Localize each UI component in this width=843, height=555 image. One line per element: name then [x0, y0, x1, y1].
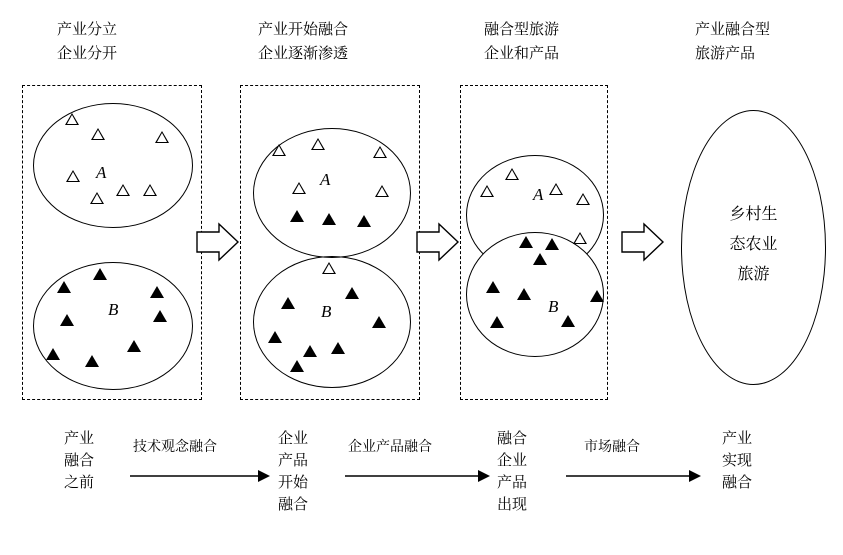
solid-triangle-icon [303, 345, 317, 357]
solid-triangle-icon [46, 348, 60, 360]
flow-arrow-1 [130, 465, 270, 487]
block-arrow-stage3-to-stage4 [620, 222, 665, 262]
block-arrow-stage1-to-stage2 [195, 222, 240, 262]
stage-3-group-b-ellipse [466, 232, 604, 357]
stage-2-group-b-ellipse [253, 256, 411, 388]
solid-triangle-icon [590, 290, 604, 302]
result-line-3: 旅游 [737, 266, 770, 283]
flow-node-3-line-3: 产品 [497, 474, 528, 491]
block-arrow-stage2-to-stage3 [415, 222, 460, 262]
flow-node-3-line-1: 融合 [497, 430, 528, 447]
stage-1-group-a-label: A [96, 163, 107, 182]
solid-triangle-icon [290, 210, 304, 222]
solid-triangle-icon [322, 213, 336, 225]
caption-stage-2 [258, 18, 348, 66]
solid-triangle-icon [281, 297, 295, 309]
open-triangle-icon [322, 262, 336, 274]
solid-triangle-icon [290, 360, 304, 372]
solid-triangle-icon [331, 342, 345, 354]
solid-triangle-icon [517, 288, 531, 300]
solid-triangle-icon [93, 268, 107, 280]
flow-node-3 [497, 428, 527, 516]
caption-stage-4 [695, 18, 770, 66]
flow-node-4 [722, 428, 752, 494]
stage-3-group-a-label: A [533, 185, 544, 204]
result-line-1: 乡村生 [729, 206, 778, 223]
solid-triangle-icon [545, 238, 559, 250]
stage-1-group-b-label: B [108, 300, 119, 319]
stage-1-group-a-ellipse [33, 103, 193, 228]
flow-node-4-line-3: 融合 [722, 474, 753, 491]
flow-arrow-label-2: 企业产品融合 [348, 438, 432, 454]
open-triangle-icon [375, 185, 389, 197]
caption-stage-4-line-2: 旅游产品 [695, 45, 756, 62]
caption-stage-3-line-2: 企业和产品 [484, 45, 560, 62]
open-triangle-icon [155, 131, 169, 143]
open-triangle-icon [66, 170, 80, 182]
open-triangle-icon [292, 182, 306, 194]
caption-stage-1 [57, 18, 117, 66]
open-triangle-icon [505, 168, 519, 180]
flow-node-1-line-3: 之前 [64, 474, 95, 491]
solid-triangle-icon [519, 236, 533, 248]
flow-arrow-3 [566, 465, 701, 487]
open-triangle-icon [311, 138, 325, 150]
flow-node-2-line-2: 产品 [278, 452, 309, 469]
flow-node-2-line-3: 开始 [278, 474, 309, 491]
caption-stage-3-line-1: 融合型旅游 [484, 21, 560, 38]
stage-4-result-text [681, 200, 826, 290]
flow-node-1-line-1: 产业 [64, 430, 95, 447]
solid-triangle-icon [357, 215, 371, 227]
open-triangle-icon [91, 128, 105, 140]
caption-stage-2-line-2: 企业逐渐渗透 [258, 45, 349, 62]
open-triangle-icon [90, 192, 104, 204]
stage-2-group-a-label: A [320, 170, 331, 189]
flow-node-3-line-2: 企业 [497, 452, 528, 469]
caption-stage-3 [484, 18, 559, 66]
flow-node-2 [278, 428, 308, 516]
flow-node-3-line-4: 出现 [497, 496, 528, 513]
flow-node-4-line-2: 实现 [722, 452, 753, 469]
solid-triangle-icon [345, 287, 359, 299]
solid-triangle-icon [486, 281, 500, 293]
solid-triangle-icon [561, 315, 575, 327]
solid-triangle-icon [372, 316, 386, 328]
open-triangle-icon [272, 144, 286, 156]
flow-arrow-2 [345, 465, 490, 487]
caption-stage-1-line-2: 企业分开 [57, 45, 118, 62]
open-triangle-icon [576, 193, 590, 205]
open-triangle-icon [373, 146, 387, 158]
solid-triangle-icon [490, 316, 504, 328]
solid-triangle-icon [150, 286, 164, 298]
stage-3-group-b-label: B [548, 297, 559, 316]
result-line-2: 态农业 [729, 236, 778, 253]
open-triangle-icon [573, 232, 587, 244]
stage-2-group-b-label: B [321, 302, 332, 321]
solid-triangle-icon [268, 331, 282, 343]
flow-arrow-label-1: 技术观念融合 [133, 438, 217, 454]
caption-stage-4-line-1: 产业融合型 [695, 21, 771, 38]
flow-node-1 [64, 428, 94, 494]
open-triangle-icon [143, 184, 157, 196]
flow-node-2-line-1: 企业 [278, 430, 309, 447]
caption-stage-1-line-1: 产业分立 [57, 21, 118, 38]
open-triangle-icon [116, 184, 130, 196]
flow-node-4-line-1: 产业 [722, 430, 753, 447]
open-triangle-icon [480, 185, 494, 197]
solid-triangle-icon [60, 314, 74, 326]
flow-arrow-label-3: 市场融合 [584, 438, 640, 454]
open-triangle-icon [65, 113, 79, 125]
solid-triangle-icon [533, 253, 547, 265]
solid-triangle-icon [127, 340, 141, 352]
solid-triangle-icon [85, 355, 99, 367]
flow-node-1-line-2: 融合 [64, 452, 95, 469]
solid-triangle-icon [153, 310, 167, 322]
flow-node-2-line-4: 融合 [278, 496, 309, 513]
caption-stage-2-line-1: 产业开始融合 [258, 21, 349, 38]
solid-triangle-icon [57, 281, 71, 293]
open-triangle-icon [549, 183, 563, 195]
